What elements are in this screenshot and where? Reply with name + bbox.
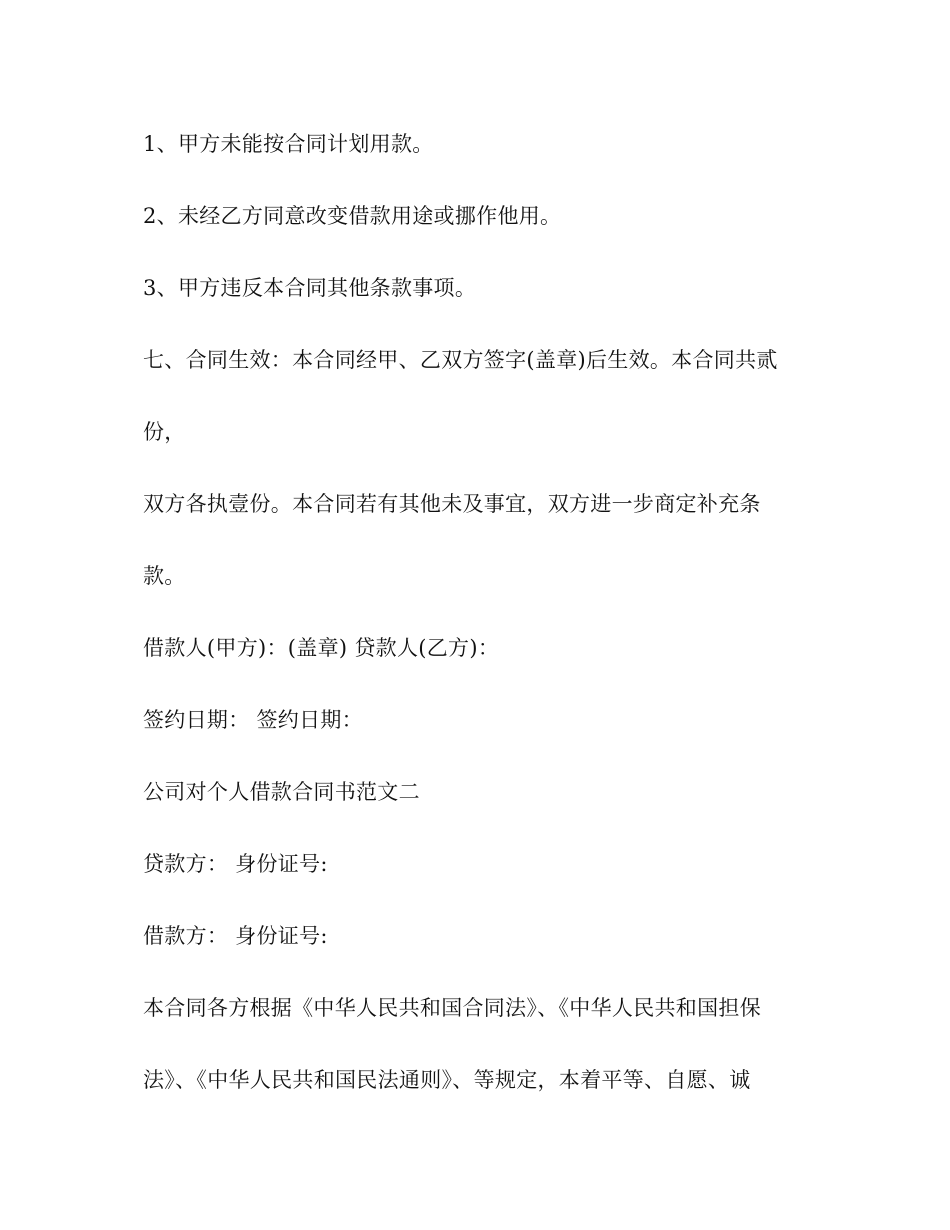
clause-2: 2、未经乙方同意改变借款用途或挪作他用。 bbox=[143, 204, 562, 228]
signature-dates: 签约日期： 签约日期： bbox=[143, 708, 363, 732]
signature-parties: 借款人(甲方)：(盖章) 贷款人(乙方)： bbox=[143, 636, 500, 660]
legal-basis-line-2: 法》、《中华人民共和国民法通则》、等规定，本着平等、自愿、诚 bbox=[143, 1068, 751, 1092]
section-title: 公司对个人借款合同书范文二 bbox=[143, 780, 420, 804]
section-seven-line-3: 双方各执壹份。本合同若有其他未及事宜，双方进一步商定补充条 bbox=[143, 492, 761, 516]
clause-1: 1、甲方未能按合同计划用款。 bbox=[143, 132, 434, 156]
section-seven-line-1: 七、合同生效：本合同经甲、乙双方签字(盖章)后生效。本合同共贰 bbox=[143, 348, 778, 372]
section-seven-line-2: 份， bbox=[143, 420, 186, 444]
lender-id-line: 贷款方： 身份证号: bbox=[143, 852, 328, 876]
borrower-id-line: 借款方： 身份证号: bbox=[143, 924, 328, 948]
clause-3: 3、甲方违反本合同其他条款事项。 bbox=[143, 276, 477, 300]
section-seven-line-4: 款。 bbox=[143, 564, 186, 588]
legal-basis-line-1: 本合同各方根据《中华人民共和国合同法》、《中华人民共和国担保 bbox=[143, 996, 761, 1020]
